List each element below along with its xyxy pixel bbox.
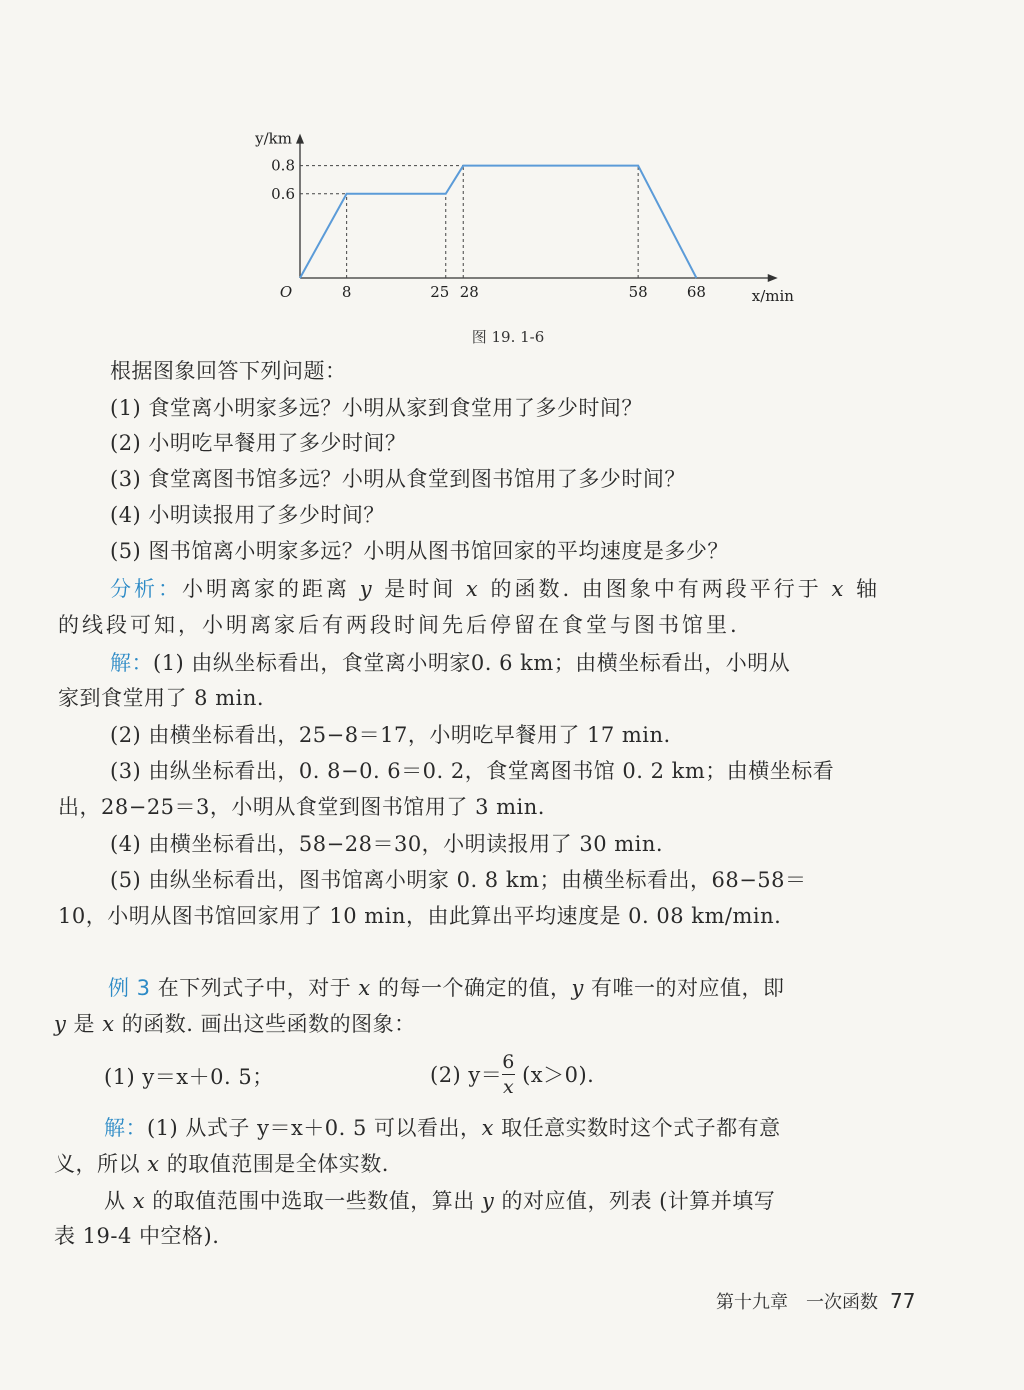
y-axis-label: y/km	[255, 129, 292, 148]
question-2: (2) 小明吃早餐用了多少时间？	[110, 431, 407, 455]
solution3-line-2: 义，所以 x 的取值范围是全体实数.	[54, 1152, 389, 1176]
example-3-line-1: 例 3 在下列式子中，对于 x 的每一个确定的值，y 有唯一的对应值，即	[108, 976, 785, 1000]
chapter-title: 第十九章 一次函数	[716, 1292, 878, 1313]
solution-5b: 10，小明从图书馆回家用了 10 min，由此算出平均速度是 0. 08 km/min.	[58, 904, 782, 928]
analysis-line-1: 分析：小明离家的距离 y 是时间 x 的函数. 由图象中有两段平行于 x 轴	[110, 577, 880, 601]
solution3-label: 解：	[104, 1116, 147, 1140]
formula-2: (2) y＝ $\frac{6}{x}$ (x＞0).	[430, 1051, 595, 1098]
question-4: (4) 小明读报用了多少时间？	[110, 503, 385, 527]
x-tick-58: 58	[628, 283, 648, 301]
solution-3b: 出，28−25＝3，小明从食堂到图书馆用了 3 min.	[58, 795, 545, 819]
formula-1: (1) y＝x＋0. 5；	[104, 1065, 274, 1089]
y-tick-0.6: 0.6	[271, 184, 295, 203]
question-3: (3) 食堂离图书馆多远？小明从食堂到图书馆用了多少时间？	[110, 467, 686, 491]
solution3-line-4: 表 19-4 中空格).	[54, 1224, 220, 1248]
y-tick-0.8: 0.8	[271, 156, 295, 175]
example-label: 例 3	[108, 976, 151, 1000]
solution3-line-3: 从 x 的取值范围中选取一些数值，算出 y 的对应值，列表 (计算并填写	[104, 1189, 776, 1213]
guide-lines	[300, 166, 638, 278]
axis-labels	[254, 130, 794, 305]
page-footer	[716, 1288, 915, 1314]
solution-1b: 家到食堂用了 8 min.	[58, 686, 265, 710]
x-tick-68: 68	[686, 283, 706, 301]
origin-label: O	[279, 283, 293, 301]
analysis-label: 分析：	[110, 577, 182, 601]
x-tick-8: 8	[341, 283, 352, 301]
x-tick-25: 25	[430, 283, 450, 301]
solution-3a: (3) 由纵坐标看出，0. 8−0. 6＝0. 2，食堂离图书馆 0. 2 km；由横坐标看	[110, 759, 835, 783]
axes	[296, 134, 778, 282]
series	[300, 166, 696, 278]
fraction-6-over-x: $\frac{6}{x}$	[502, 1051, 515, 1098]
solution-5a: (5) 由纵坐标看出，图书馆离小明家 0. 8 km；由横坐标看出，68−58＝	[110, 868, 807, 892]
solution-label: 解：	[110, 651, 153, 675]
y-axis-arrow	[296, 134, 304, 144]
x-axis-label: x/min	[751, 287, 794, 305]
series-line	[300, 166, 696, 278]
question-1: (1) 食堂离小明家多远？小明从家到食堂用了多少时间？	[110, 396, 643, 420]
questions-intro: 根据图象回答下列问题：	[110, 359, 347, 383]
solution-1a: 解：(1) 由纵坐标看出，食堂离小明家0. 6 km；由横坐标看出，小明从	[110, 651, 791, 675]
question-5: (5) 图书馆离小明家多远？小明从图书馆回家的平均速度是多少？	[110, 539, 729, 563]
page-number: 77	[890, 1289, 916, 1313]
x-tick-28: 28	[459, 283, 479, 301]
solution-2: (2) 由横坐标看出，25−8＝17，小明吃早餐用了 17 min.	[110, 723, 671, 747]
solution3-line-1: 解：(1) 从式子 y＝x＋0. 5 可以看出，x 取任意实数时这个式子都有意	[104, 1116, 781, 1140]
solution-4: (4) 由横坐标看出，58−28＝30，小明读报用了 30 min.	[110, 832, 664, 856]
example-3-line-2: y 是 x 的函数. 画出这些函数的图象：	[54, 1012, 416, 1036]
figure-caption: 图 19. 1-6	[471, 328, 545, 346]
x-axis-arrow	[768, 274, 778, 282]
analysis-line-2: 的线段可知，小明离家后有两段时间先后停留在食堂与图书馆里.	[58, 613, 740, 637]
distance-time-graph	[220, 100, 800, 320]
